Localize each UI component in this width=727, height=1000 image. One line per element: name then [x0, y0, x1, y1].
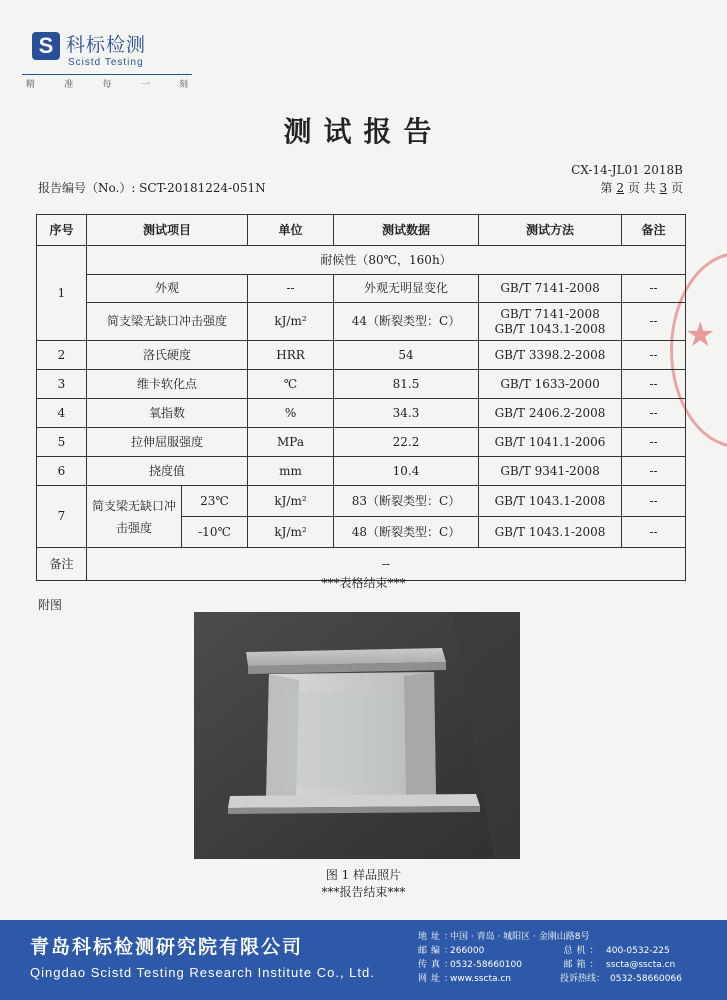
page-info: [601, 179, 683, 196]
cell-unit: %: [248, 399, 334, 428]
contact-row: [418, 972, 682, 986]
cell-data: 48（断裂类型：C）: [334, 517, 479, 548]
cell-temperature: -10℃: [182, 517, 248, 548]
hotline-value: 400-0532-225: [606, 946, 670, 956]
cell-temperature: 23℃: [182, 486, 248, 517]
cell-data: 22.2: [334, 428, 479, 457]
header-remark: 备注: [622, 215, 686, 246]
cell-method: GB/T 2406.2-2008: [479, 399, 622, 428]
table-row: [37, 399, 686, 428]
table-row: [37, 275, 686, 303]
logo-divider: [22, 74, 192, 75]
web-value: www.sscta.cn: [450, 974, 512, 984]
cell-item: 简支梁无缺口冲击强度: [87, 303, 248, 341]
table-row: [37, 457, 686, 486]
footer-band: [0, 920, 727, 1000]
logo-s-mark: S: [32, 32, 60, 60]
cell-method: GB/T 1041.1-2006: [479, 428, 622, 457]
table-end-marker: ***表格结束***: [321, 576, 406, 590]
cell-remark: --: [622, 370, 686, 399]
cell-data: 44（断裂类型：C）: [334, 303, 479, 341]
cell-remark: --: [622, 457, 686, 486]
footer-contacts: [418, 930, 682, 986]
header-method: 测试方法: [479, 215, 622, 246]
motto-char: 每: [102, 80, 112, 90]
company-logo: [22, 22, 192, 92]
email-label: 邮箱：: [563, 960, 603, 970]
table-row: [37, 341, 686, 370]
hotline-label: 总机：: [563, 946, 603, 956]
contact-row: [418, 958, 682, 972]
method-line: GB/T 1043.1-2008: [494, 321, 606, 336]
motto-char: 一: [140, 80, 150, 90]
cell-no: 6: [37, 457, 87, 486]
cell-data: 54: [334, 341, 479, 370]
logo-english: Scistd Testing: [68, 57, 144, 68]
page-mid: 页 共: [627, 181, 656, 195]
report-title: 测试报告: [283, 115, 444, 148]
footer-company-cn: 青岛科标检测研究院有限公司: [30, 936, 304, 958]
cell-note-value: --: [87, 548, 686, 581]
cell-unit: HRR: [248, 341, 334, 370]
contact-row: [418, 930, 682, 944]
motto-char: 准: [64, 80, 74, 90]
report-number: 报告编号（No.）: SCT-20181224-051N: [38, 181, 266, 195]
cell-method: GB/T 9341-2008: [479, 457, 622, 486]
motto-char: 刻: [178, 80, 188, 90]
cell-method: GB/T 1043.1-2008: [479, 517, 622, 548]
contact-row: [418, 944, 682, 958]
cell-item: 外观: [87, 275, 248, 303]
cell-item: 简支梁无缺口冲击强度: [87, 486, 182, 548]
complaint-label: 投诉热线：: [560, 974, 606, 984]
page-total: 3: [659, 181, 668, 195]
fax-label: 传真：: [418, 960, 458, 970]
cell-unit: kJ/m²: [248, 303, 334, 341]
cell-data: 10.4: [334, 457, 479, 486]
document-code: CX-14-JL01 2018B: [571, 163, 683, 177]
cell-remark: --: [622, 275, 686, 303]
cell-method: GB/T 1633-2000: [479, 370, 622, 399]
cell-unit: MPa: [248, 428, 334, 457]
cell-unit: ℃: [248, 370, 334, 399]
method-line: GB/T 7141-2008: [500, 306, 600, 321]
cell-item: 洛氏硬度: [87, 341, 248, 370]
cell-remark: --: [622, 341, 686, 370]
header-no: 序号: [37, 215, 87, 246]
cell-no: 7: [37, 486, 87, 548]
page-suffix: 页: [670, 181, 683, 195]
cell-note-label: 备注: [37, 548, 87, 581]
cell-remark: --: [622, 399, 686, 428]
header-item: 测试项目: [87, 215, 248, 246]
cell-item: 挠度值: [87, 457, 248, 486]
fax-value: 0532-58660100: [450, 960, 522, 970]
page-current: 2: [616, 181, 625, 195]
table-row: [37, 428, 686, 457]
cell-unit: --: [248, 275, 334, 303]
table-row: [37, 486, 686, 517]
figure-caption: 图 1 样品照片: [325, 868, 402, 882]
cell-item: 氧指数: [87, 399, 248, 428]
cell-data: 外观无明显变化: [334, 275, 479, 303]
table-row: [37, 303, 686, 341]
email-value: sscta@sscta.cn: [606, 960, 676, 970]
table-header-row: [37, 215, 686, 246]
report-end-marker: ***报告结束***: [321, 885, 406, 899]
sample-photo-drawing: [194, 612, 520, 859]
cell-method: [479, 303, 622, 341]
seal-star-icon: ★: [685, 315, 716, 355]
results-table: [36, 214, 686, 581]
cell-remark: --: [622, 428, 686, 457]
cell-unit: mm: [248, 457, 334, 486]
complaint-value: 0532-58660066: [610, 974, 682, 984]
cell-no: 4: [37, 399, 87, 428]
cell-remark: --: [622, 486, 686, 517]
page-prefix: 第: [600, 181, 613, 195]
cell-unit: kJ/m²: [248, 517, 334, 548]
attachment-label: 附图: [38, 598, 63, 612]
cell-method: GB/T 1043.1-2008: [479, 486, 622, 517]
table-row: [37, 246, 686, 275]
cell-no: 2: [37, 341, 87, 370]
sample-photo: [194, 612, 520, 859]
cell-remark: --: [622, 303, 686, 341]
header-data: 测试数据: [334, 215, 479, 246]
cell-method: GB/T 7141-2008: [479, 275, 622, 303]
cell-data: 83（断裂类型：C）: [334, 486, 479, 517]
cell-remark: --: [622, 517, 686, 548]
cell-no: 3: [37, 370, 87, 399]
web-label: 网址：: [418, 974, 458, 984]
cell-data: 81.5: [334, 370, 479, 399]
cell-no: 1: [37, 246, 87, 341]
logo-name: 科标检测: [66, 34, 147, 56]
footer-company-en: Qingdao Scistd Testing Research Institute Co., Ltd.: [30, 965, 375, 980]
cell-condition: 耐候性（80℃，160h）: [87, 246, 686, 275]
table-row: [37, 370, 686, 399]
header-unit: 单位: [248, 215, 334, 246]
address-value: 中国 · 青岛 · 城阳区 · 金刚山路8号: [450, 932, 590, 942]
cell-no: 5: [37, 428, 87, 457]
cell-unit: kJ/m²: [248, 486, 334, 517]
address-label: 地址：: [418, 932, 458, 942]
logo-motto: [22, 77, 192, 90]
cell-data: 34.3: [334, 399, 479, 428]
zip-value: 266000: [450, 946, 485, 956]
zip-label: 邮编：: [418, 946, 458, 956]
cell-item: 拉伸屈服强度: [87, 428, 248, 457]
cell-item: 维卡软化点: [87, 370, 248, 399]
motto-char: 精: [26, 80, 36, 90]
cell-method: GB/T 3398.2-2008: [479, 341, 622, 370]
